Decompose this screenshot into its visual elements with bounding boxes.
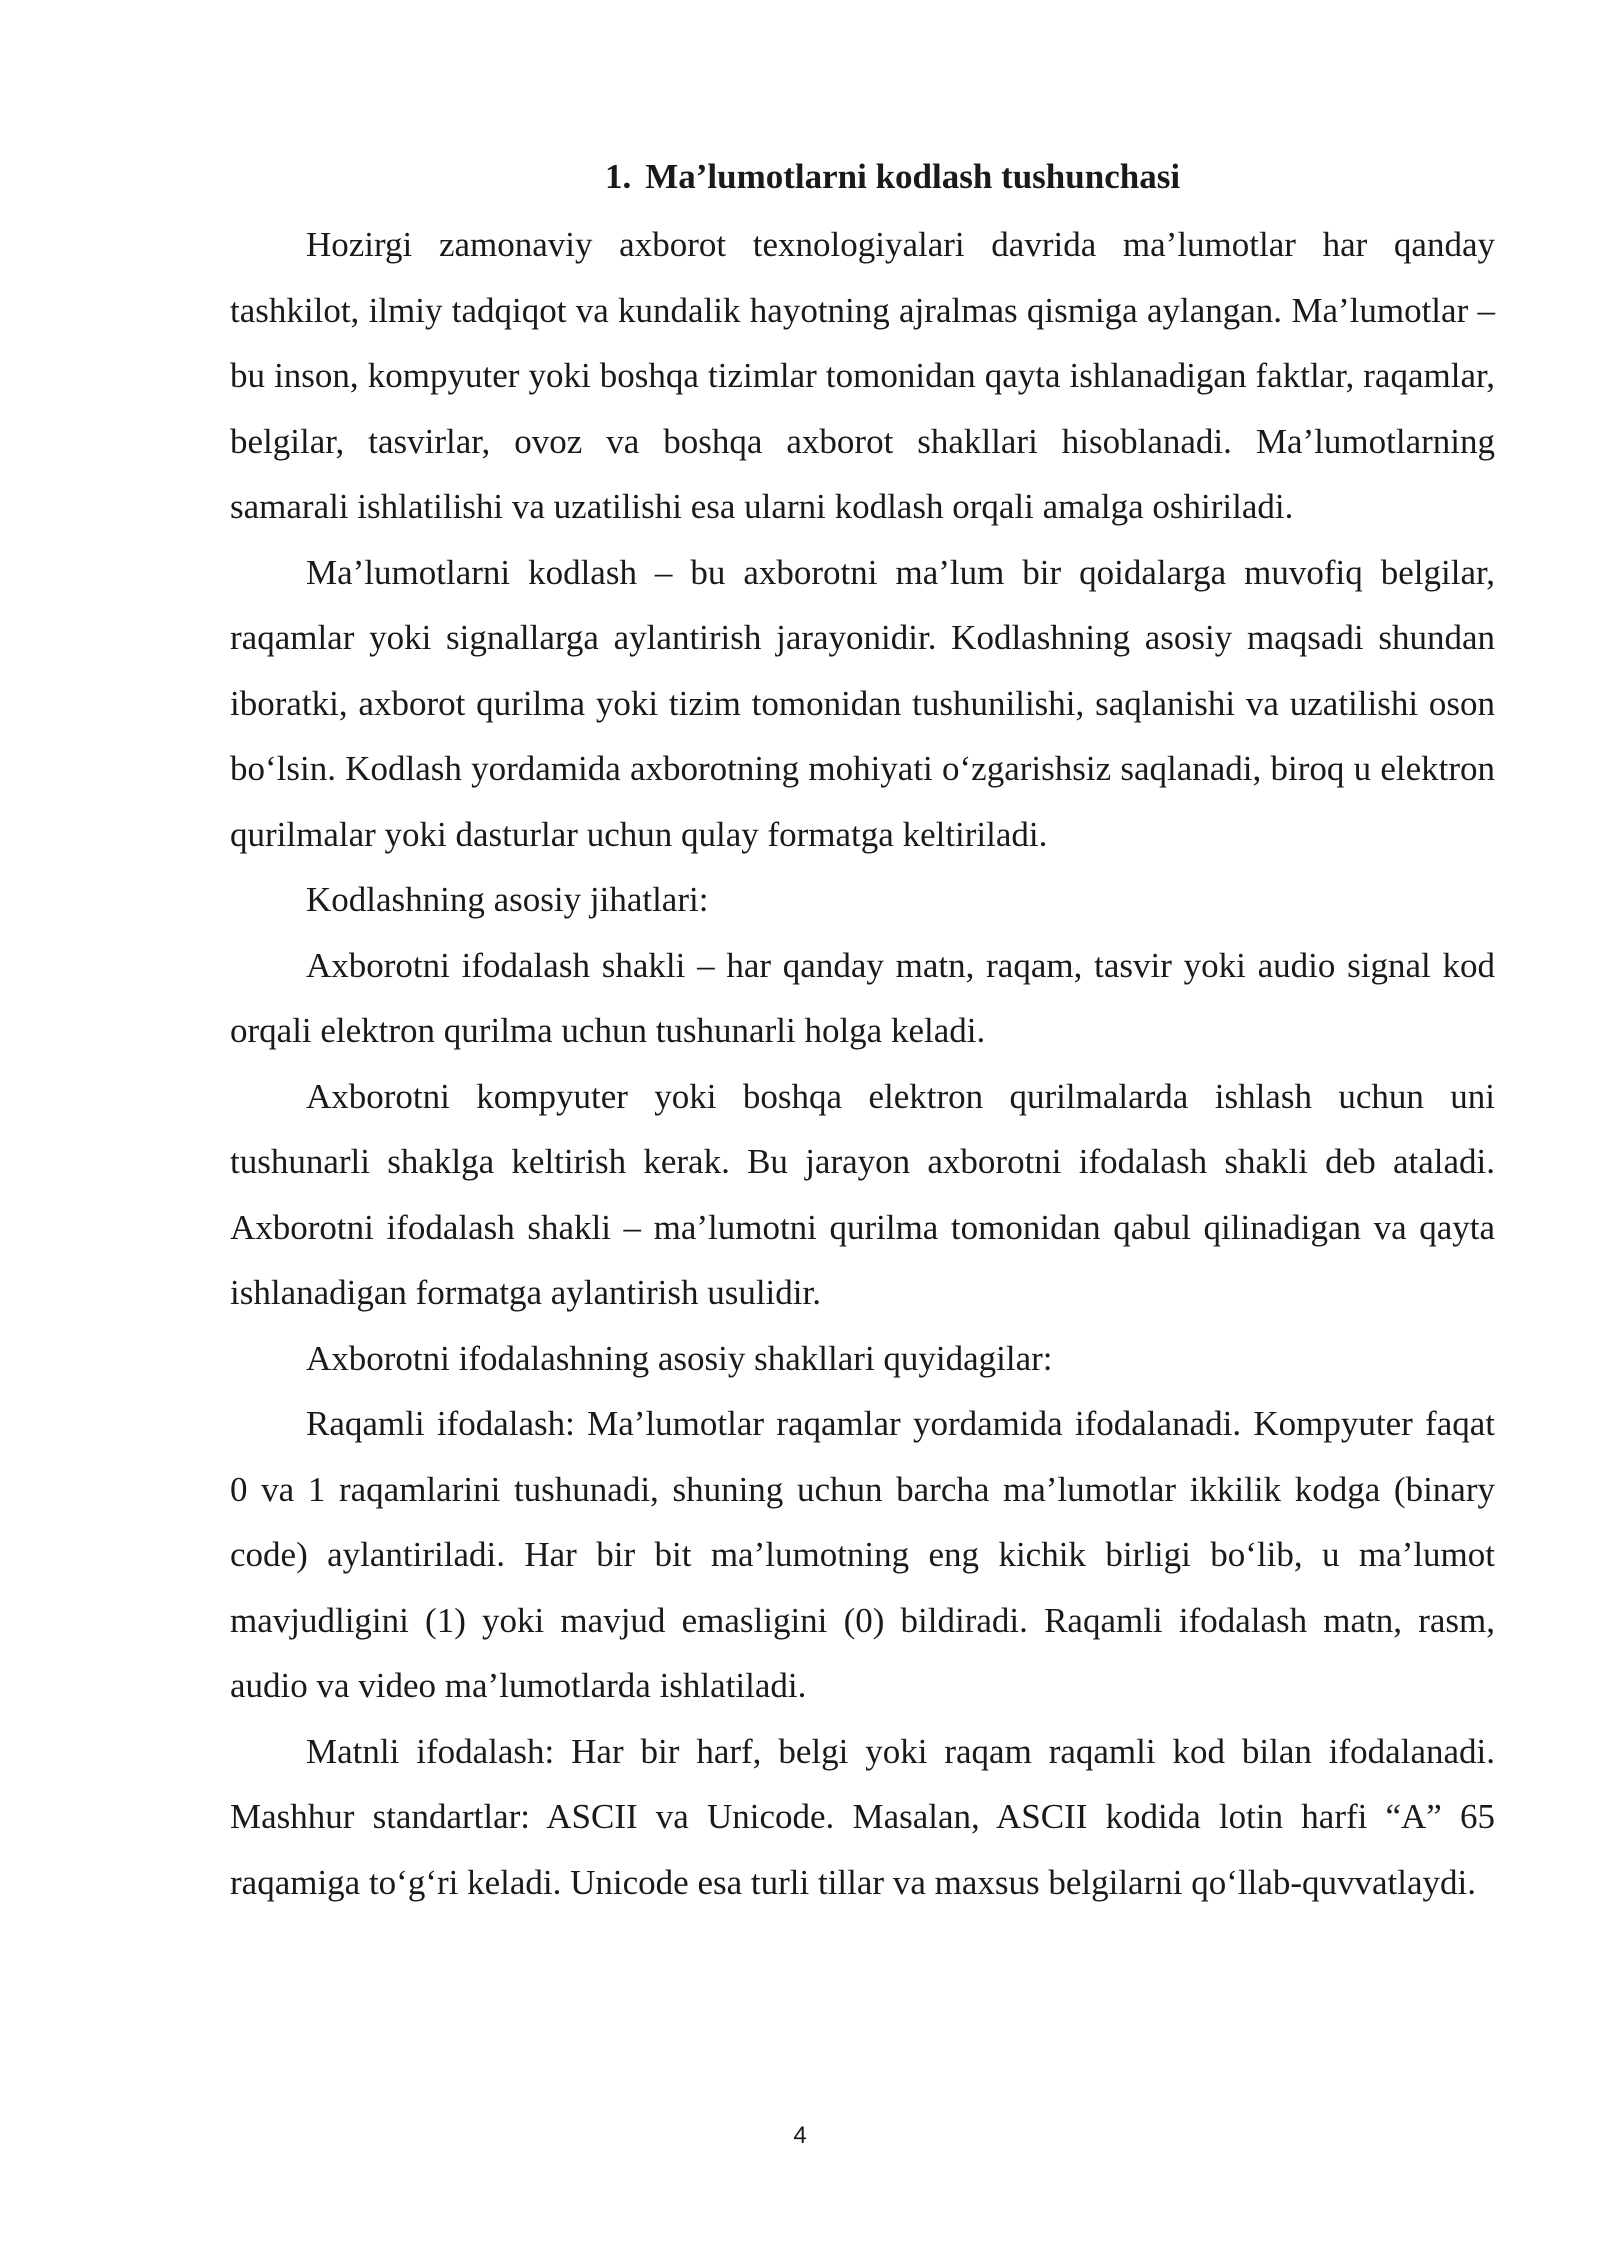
section-title: Ma’lumotlarni kodlash tushunchasi — [645, 157, 1181, 196]
page-number: 4 — [793, 2122, 807, 2149]
paragraph-digital-representation: Raqamli ifodalash: Ma’lumotlar raqamlar yordamida ifodalanadi. Kompyuter faqat 0 va 1 raqamlarini tushunadi, shuning uchun barcha ma’lumotlar ikkilik kodga (binary code) aylantiriladi. Har bir bit ma’lumotning eng kichik birligi bo‘lib, u ma’lumot mavjudligini (1) yoki mavjud emasligini (0) bildiradi. Raqamli ifodalash matn, rasm, audio va video ma’lumotlarda ishlatiladi. — [230, 1404, 1495, 1705]
paragraph-definition: Ma’lumotlarni kodlash – bu axborotni ma’lum bir qoidalarga muvofiq belgilar, raqamlar yoki signallarga aylantirish jarayonidir. Kodlashning asosiy maqsadi shundan iboratki, axborot qurilma yoki tizim tomonidan tushunilishi, saqlanishi va uzatilishi oson bo‘lsin. Kodlash yordamida axborotning mohiyati o‘zgarishsiz saqlanadi, biroq u elektron qurilmalar yoki dasturlar uchun qulay formatga keltiriladi. — [230, 552, 1495, 854]
paragraph-representation-form: Axborotni ifodalash shakli – har qanday matn, raqam, tasvir yoki audio signal kod orqali elektron qurilma uchun tushunarli holga keladi. — [230, 945, 1495, 1050]
paragraph-text-representation: Matnli ifodalash: Har bir harf, belgi yoki raqam raqamli kod bilan ifodalanadi. Mashhur standartlar: ASCII va Unicode. Masalan, ASCII kodida lotin harfi “A” 65 raqamiga to‘g‘ri keladi. Unicode esa turli tillar va maxsus belgilarni qo‘llab-quvvatlaydi. — [230, 1731, 1495, 1902]
paragraph-aspects-heading: Kodlashning asosiy jihatlari: — [306, 880, 709, 919]
paragraph-representation-explained: Axborotni kompyuter yoki boshqa elektron qurilmalarda ishlash uchun uni tushunarli shaklga keltirish kerak. Bu jarayon axborotni ifodalash shakli deb ataladi. Axborotni ifodalash shakli – ma’lumotni qurilma tomonidan qabul qilinadigan va qayta ishlanadigan formatga aylantirish usulidir. — [230, 1076, 1495, 1312]
section-number: 1. — [604, 157, 632, 196]
document-page — [230, 150, 1495, 1915]
paragraph-intro: Hozirgi zamonaviy axborot texnologiyalari davrida ma’lumotlar har qanday tashkilot, ilmiy tadqiqot va kundalik hayotning ajralmas qismiga aylangan. Ma’lumotlar – bu inson, kompyuter yoki boshqa tizimlar tomonidan qayta ishlanadigan faktlar, raqamlar, belgilar, tasvirlar, ovoz va boshqa axborot shakllari hisoblanadi. Ma’lumotlarning samarali ishlatilishi va uzatilishi esa ularni kodlash orqali amalga oshiriladi. — [230, 225, 1495, 526]
paragraph-forms-heading: Axborotni ifodalashning asosiy shakllari quyidagilar: — [306, 1338, 1053, 1378]
section-heading — [230, 150, 1495, 204]
